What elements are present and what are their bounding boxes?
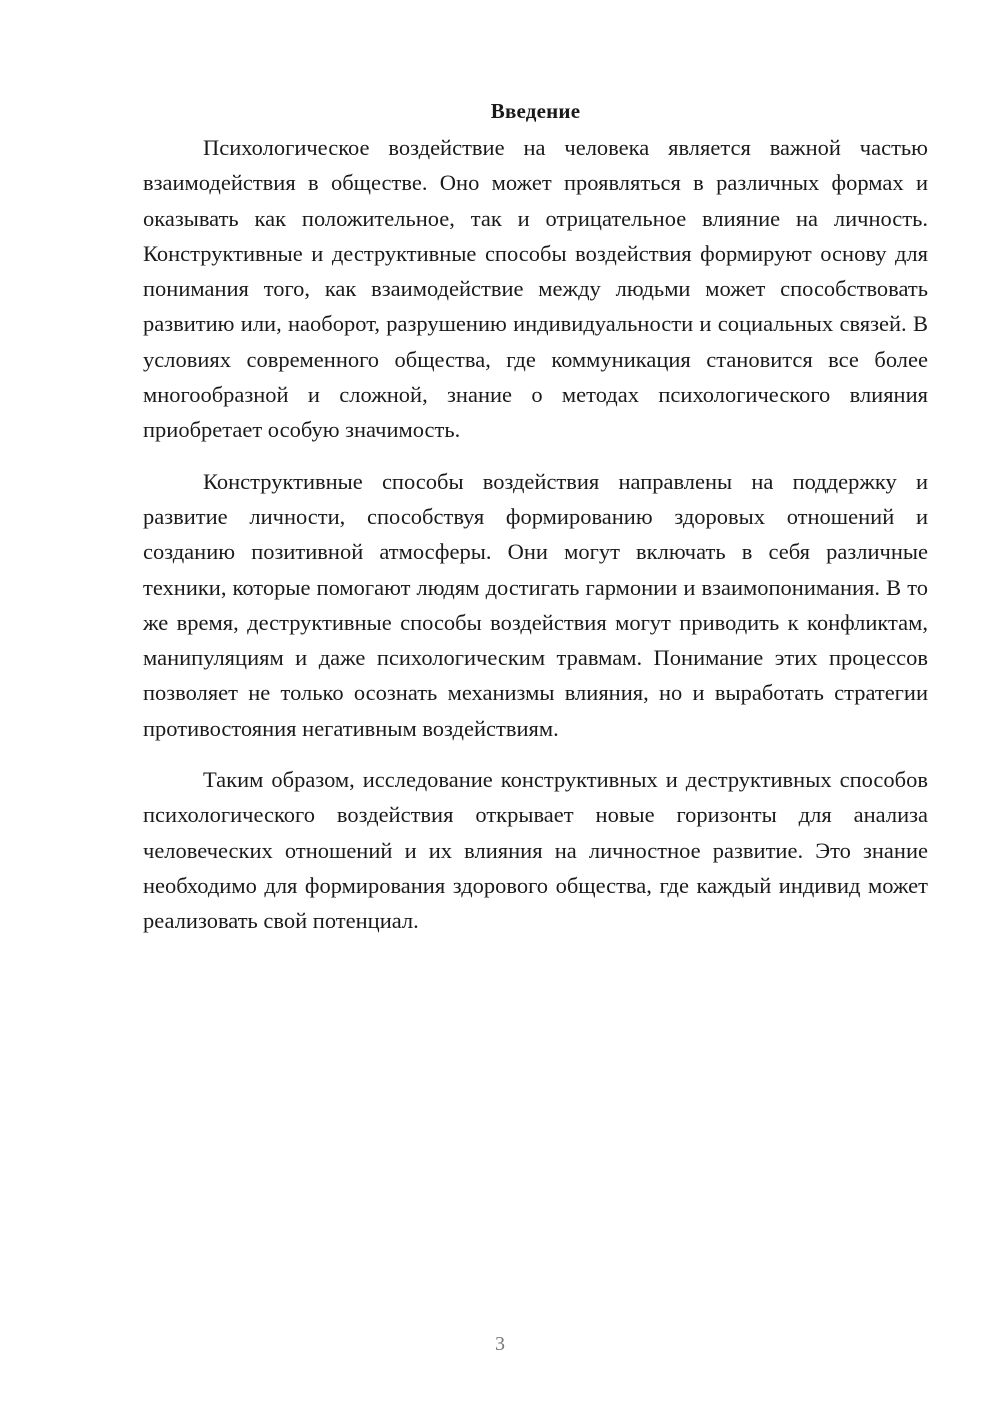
paragraph-1: Психологическое воздействие на человека является важной частью взаимодействия в обществе. Оно может проявляться в различных формах и оказывать как положительное, так и отрицательное влияние на личность. Конструктивные и деструктивные способы воздействия формируют основу для понимания того, как взаимодействие между людьми может способствовать развитию или, наоборот, разрушению индивидуальности и социальных связей. В условиях современного общества, где коммуникация становится все более многообразной и сложной, знание о методах психологического влияния приобретает особую значимость. [143,135,928,443]
page-content [143,96,928,955]
section-heading: Введение [490,99,581,123]
paragraph-3: Таким образом, исследование конструктивных и деструктивных способов психологического воздействия открывает новые горизонты для анализа человеческих отношений и их влияния на личностное развитие. Это знание необходимо для формирования здорового общества, где каждый индивид может реализовать свой потенциал. [143,767,928,934]
paragraph-2: Конструктивные способы воздействия направлены на поддержку и развитие личности, способствуя формированию здоровых отношений и созданию позитивной атмосферы. Они могут включать в себя различные техники, которые помогают людям достигать гармонии и взаимопонимания. В то же время, деструктивные способы воздействия могут приводить к конфликтам, манипуляциям и даже психологическим травмам. Понимание этих процессов позволяет не только осознать механизмы влияния, но и выработать стратегии противостояния негативным воздействиям. [143,468,928,741]
page-number: 3 [495,1333,505,1355]
